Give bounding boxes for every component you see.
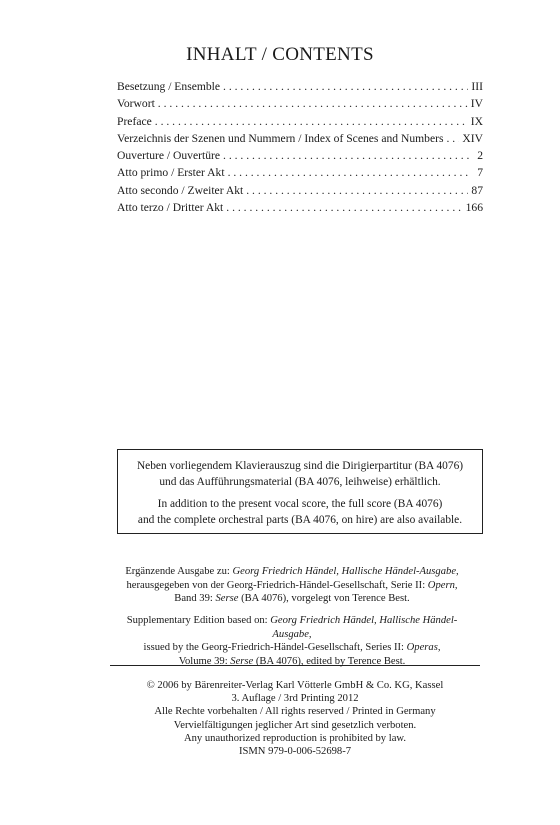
toc-entry-besetzung[interactable]	[117, 80, 483, 97]
availability-notice-box	[117, 449, 483, 534]
toc-entry-page: III	[471, 80, 483, 93]
supplementary-edition-english	[112, 614, 472, 668]
toc-entry-page: XIV	[462, 131, 483, 145]
toc-entry-atto-secondo[interactable]	[117, 184, 483, 201]
supp-de-series: Opern,	[427, 579, 458, 591]
toc-entry-label: Verzeichnis der Szenen und Nummern / Index of Scenes and Numbers	[117, 131, 444, 145]
toc-entry-label: Vorwort	[117, 97, 155, 111]
toc-entry-label: Preface	[117, 114, 152, 128]
divider-line	[110, 665, 480, 666]
copyright-line: © 2006 by Bärenreiter-Verlag Karl Vötterle GmbH & Co. KG, Kassel	[146, 680, 444, 691]
dot-leader	[223, 149, 470, 162]
toc-entry-label: Atto primo / Erster Akt	[117, 166, 225, 180]
supp-en-publisher: issued by the Georg-Friedrich-Händel-Gesellschaft, Series II:	[143, 642, 407, 654]
toc-entry-label: Atto terzo / Dritter Akt	[117, 201, 224, 215]
dot-leader	[155, 115, 468, 128]
notice-de-line-1: Neben vorliegendem Klavierauszug sind die Dirigierpartitur (BA 4076)	[136, 460, 464, 472]
supp-en-series: Operas,	[406, 642, 441, 654]
toc-entry-ouverture[interactable]	[117, 149, 483, 166]
supp-en-editor: (BA 4076), edited by Terence Best.	[253, 655, 406, 667]
toc-entry-label: Ouverture / Ouvertüre	[117, 149, 221, 163]
dot-leader	[446, 132, 459, 145]
supp-de-volume: Band 39:	[174, 593, 216, 605]
toc-entry-page: 166	[465, 201, 483, 215]
ismn-line: ISMN 979-0-006-52698-7	[238, 746, 352, 758]
toc-entry-label: Atto secondo / Zweiter Akt	[117, 183, 244, 197]
copyright-block	[110, 679, 480, 758]
supplementary-edition-german	[112, 565, 472, 606]
notice-german	[118, 459, 482, 490]
toc-entry-verzeichnis[interactable]	[117, 132, 483, 149]
notice-en-line-2: and the complete orchestral parts (BA 4076, on hire) are also available.	[137, 513, 463, 526]
printing-line: 3. Auflage / 3rd Printing 2012	[231, 693, 359, 705]
rights-line: Alle Rechte vorbehalten / All rights reserved / Printed in Germany	[154, 706, 436, 718]
supp-de-work-title: Georg Friedrich Händel, Hallische Händel-Ausgabe,	[232, 566, 459, 577]
toc-entry-label: Besetzung / Ensemble	[117, 80, 221, 93]
reproduction-en-line: Any unauthorized reproduction is prohibited by law.	[183, 732, 407, 744]
toc-entry-page: 2	[477, 149, 483, 163]
notice-en-line-1: In addition to the present vocal score, the full score (BA 4076)	[157, 498, 443, 510]
toc-entry-atto-terzo[interactable]	[117, 201, 483, 218]
notice-english	[118, 497, 482, 528]
supp-en-opera-title: Serse	[230, 655, 254, 667]
supp-en-prefix: Supplementary Edition based on:	[126, 615, 271, 626]
supp-de-prefix: Ergänzende Ausgabe zu:	[125, 566, 233, 577]
toc-entry-page: IX	[470, 114, 483, 128]
toc-entry-preface[interactable]	[117, 115, 483, 132]
dot-leader	[223, 80, 468, 93]
notice-de-line-2: und das Aufführungsmaterial (BA 4076, leihweise) erhältlich.	[159, 475, 441, 488]
toc-entry-atto-primo[interactable]	[117, 166, 483, 183]
supp-de-publisher: herausgegeben von der Georg-Friedrich-Händel-Gesellschaft, Serie II:	[126, 579, 428, 591]
dot-leader	[246, 184, 468, 197]
toc-entry-vorwort[interactable]	[117, 97, 483, 114]
supp-de-editor: (BA 4076), vorgelegt von Terence Best.	[238, 593, 410, 605]
toc-entry-page: 87	[471, 183, 483, 197]
table-of-contents	[117, 80, 483, 218]
dot-leader	[158, 97, 468, 110]
supp-en-volume: Volume 39:	[178, 655, 231, 667]
toc-entry-page: IV	[470, 97, 483, 111]
supp-en-work-title: Georg Friedrich Händel, Hallische Händel-Ausgabe,	[270, 615, 458, 640]
reproduction-de-line: Vervielfältigungen jeglicher Art sind gesetzlich verboten.	[173, 719, 417, 731]
page-title: INHALT / CONTENTS	[186, 44, 374, 65]
dot-leader	[226, 201, 462, 214]
dot-leader	[228, 166, 470, 179]
toc-entry-page: 7	[477, 166, 483, 180]
supp-de-opera-title: Serse	[215, 593, 239, 605]
